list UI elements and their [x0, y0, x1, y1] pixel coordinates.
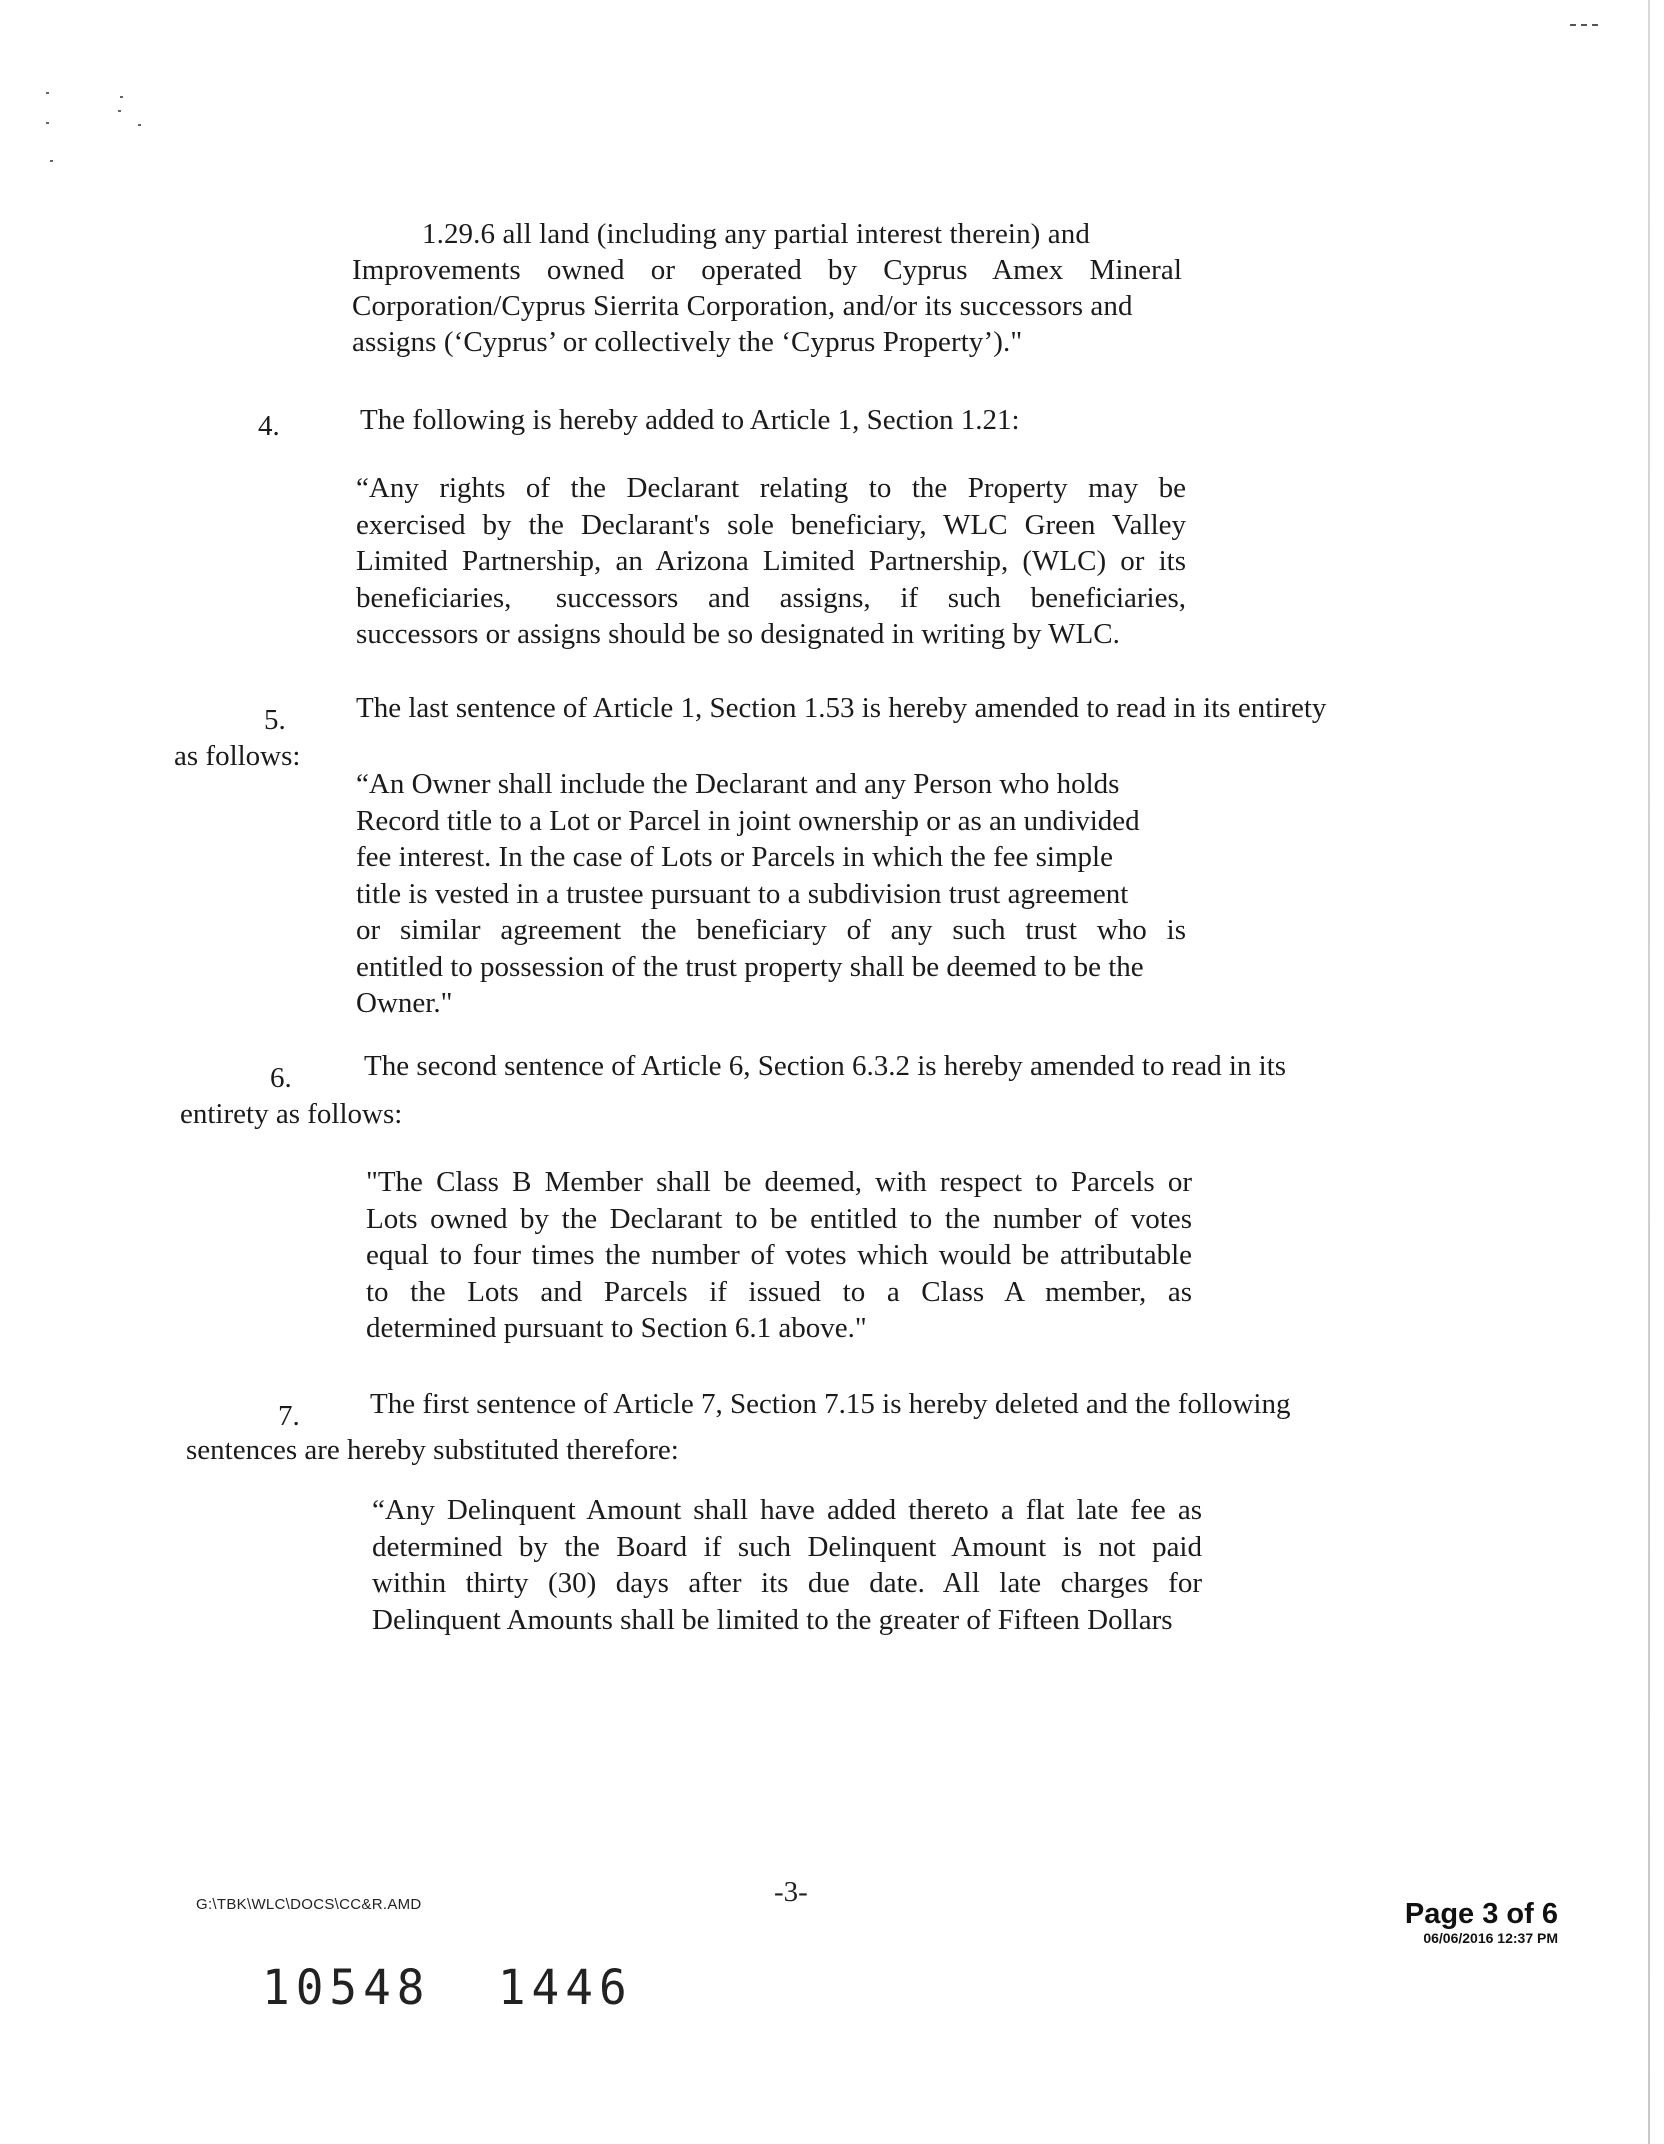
- quote-line: Owner.": [356, 987, 453, 1019]
- quote-line: “An Owner shall include the Declarant and any Person who holds: [356, 768, 1120, 800]
- text-line: Improvements owned or operated by Cyprus Amex Mineral: [352, 254, 1182, 286]
- item-text: The first sentence of Article 7, Section 7.15 is hereby deleted and the following: [370, 1388, 1291, 1420]
- section-1-29-6: [352, 216, 1182, 360]
- item-text: The second sentence of Article 6, Section 6.3.2 is hereby amended to read in its: [364, 1050, 1287, 1082]
- scan-speck: [120, 96, 123, 98]
- scan-speck: [46, 92, 49, 94]
- quote-line: equal to four times the number of votes which would be attributable: [366, 1239, 1192, 1271]
- quote-line: or similar agreement the beneficiary of any such trust who is: [356, 914, 1186, 946]
- record-number: 10548 1446: [262, 1958, 633, 2016]
- scan-speck: [138, 124, 141, 126]
- scan-speck: [46, 122, 49, 124]
- quote-line: Delinquent Amounts shall be limited to the greater of Fifteen Dollars: [372, 1603, 1173, 1636]
- quote-line: “Any Delinquent Amount shall have added thereto a flat late fee as: [372, 1494, 1202, 1526]
- page-number: -3-: [774, 1876, 808, 1908]
- corner-mark: [1570, 24, 1598, 29]
- quote-line: beneficiaries, successors and assigns, if such beneficiaries,: [356, 581, 1186, 614]
- item-number: 5.: [264, 704, 286, 736]
- quote-line: fee interest. In the case of Lots or Parcels in which the fee simple: [356, 841, 1113, 873]
- quote-line: successors or assigns should be so designated in writing by WLC.: [356, 618, 1120, 650]
- item-continuation: sentences are hereby substituted therefore:: [186, 1434, 679, 1466]
- quote-block: [372, 1492, 1202, 1638]
- text-line: 1.29.6 all land (including any partial interest therein) and: [422, 218, 1090, 250]
- quote-line: determined pursuant to Section 6.1 above.": [366, 1312, 867, 1344]
- text-line: assigns (‘Cyprus’ or collectively the ‘Cyprus Property’).": [352, 326, 1023, 358]
- quote-line: entitled to possession of the trust property shall be deemed to be the: [356, 950, 1144, 983]
- scan-speck: [118, 110, 121, 112]
- text-line: Corporation/Cyprus Sierrita Corporation, and/or its successors and: [352, 290, 1133, 322]
- quote-line: within thirty (30) days after its due date. All late charges for: [372, 1567, 1202, 1599]
- item-text: The last sentence of Article 1, Section 1.53 is hereby amended to read in its entirety: [356, 692, 1327, 724]
- item-number: 4.: [258, 410, 280, 442]
- item-text: The following is hereby added to Article 1, Section 1.21:: [360, 404, 1020, 436]
- quote-line: Limited Partnership, an Arizona Limited Partnership, (WLC) or its: [356, 545, 1186, 577]
- quote-line: to the Lots and Parcels if issued to a Class A member, as: [366, 1275, 1192, 1308]
- quote-line: “Any rights of the Declarant relating to the Property may be: [356, 472, 1186, 504]
- quote-line: Record title to a Lot or Parcel in joint ownership or as an undivided: [356, 804, 1140, 837]
- item-number: 6.: [270, 1062, 292, 1094]
- stamp-page: Page 3 of 6: [1404, 1898, 1558, 1930]
- item-continuation: entirety as follows:: [180, 1098, 403, 1130]
- quote-block: [366, 1164, 1192, 1347]
- item-continuation: as follows:: [174, 740, 301, 772]
- item-number: 7.: [278, 1400, 300, 1432]
- quote-block: [356, 470, 1186, 653]
- quote-line: "The Class B Member shall be deemed, with respect to Parcels or: [366, 1166, 1192, 1198]
- quote-block: [356, 766, 1186, 1022]
- page-stamp: [1405, 1898, 1558, 1946]
- quote-line: Lots owned by the Declarant to be entitled to the number of votes: [366, 1202, 1192, 1235]
- quote-line: title is vested in a trustee pursuant to a subdivision trust agreement: [356, 877, 1129, 910]
- stamp-datetime: 06/06/2016 12:37 PM: [1423, 1930, 1558, 1946]
- quote-line: determined by the Board if such Delinquent Amount is not paid: [372, 1530, 1202, 1563]
- quote-line: exercised by the Declarant's sole beneficiary, WLC Green Valley: [356, 508, 1186, 541]
- scan-edge: [1648, 0, 1650, 2144]
- file-path: G:\TBK\WLC\DOCS\CC&R.AMD: [196, 1896, 422, 1913]
- scan-speck: [50, 160, 53, 162]
